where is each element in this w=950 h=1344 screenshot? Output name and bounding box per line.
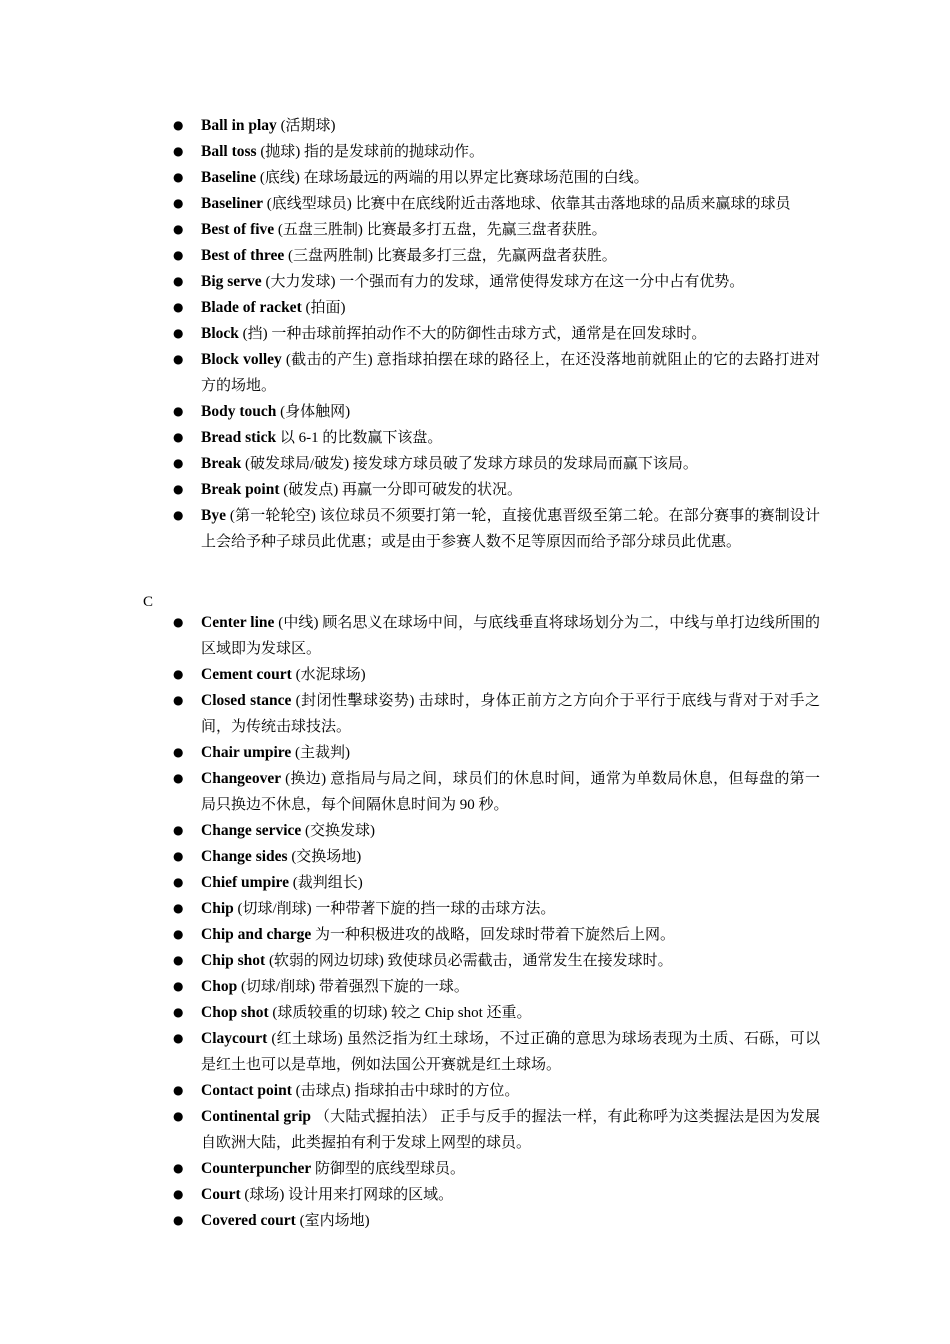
term: Ball in play	[201, 117, 277, 134]
definition: (封闭性擊球姿势) 击球时，身体正前方之方向介于平行于底线与背对于对手之间，为传统击球技法。	[201, 693, 821, 735]
term: Cement court	[201, 666, 292, 683]
definition: (软弱的网边切球) 致使球员必需截击，通常发生在接发球时。	[265, 953, 673, 969]
term: Chip	[201, 900, 234, 917]
list-item	[170, 896, 820, 922]
definition: (拍面)	[301, 300, 346, 316]
definition: (底线) 在球场最远的两端的用以界定比赛球场范围的白线。	[256, 170, 649, 186]
list-item	[170, 844, 820, 870]
definition: (截击的产生) 意指球拍摆在球的路径上，在还没落地前就阻止的它的去路打进对方的场地。	[201, 352, 820, 394]
list-item	[170, 139, 820, 165]
list-item	[170, 217, 820, 243]
definition: (第一轮轮空) 该位球员不须要打第一轮，直接优惠晋级至第二轮。在部分赛事的赛制设计上会给予种子球员此优惠；或是由于参赛人数不足等原因而给予部分球员此优惠。	[201, 508, 820, 550]
list-item	[170, 451, 820, 477]
term: Change sides	[201, 848, 288, 865]
bullet-icon: ●	[173, 274, 184, 288]
list-item	[170, 269, 820, 295]
bullet-icon: ●	[173, 456, 184, 470]
list-item	[170, 347, 820, 399]
term: Baseliner	[201, 195, 263, 212]
definition: (切球/削球) 带着强烈下旋的一球。	[237, 979, 469, 995]
bullet-icon: ●	[173, 1109, 184, 1123]
definition: (换边) 意指局与局之间，球员们的休息时间，通常为单数局休息，但每盘的第一局只换边不休息，每个间隔休息时间为 90 秒。	[201, 771, 820, 813]
term: Chop	[201, 978, 238, 995]
definition: (中线) 顾名思义在球场中间，与底线垂直将球场划分为二，中线与单打边线所围的区域即为发球区。	[201, 615, 820, 657]
definition: (红土球场) 虽然泛指为红土球场，不过正确的意思为球场表现为土质、石砾，可以是红土也可以是草地，例如法国公开赛就是红土球场。	[201, 1031, 820, 1073]
list-item	[170, 503, 820, 555]
list-item	[170, 1208, 820, 1234]
bullet-icon: ●	[173, 196, 184, 210]
bullet-icon: ●	[173, 430, 184, 444]
list-item	[170, 922, 820, 948]
bullet-icon: ●	[173, 1213, 184, 1227]
bullet-icon: ●	[173, 508, 184, 522]
definition: 为一种积极进攻的战略，回发球时带着下旋然后上网。	[311, 927, 676, 943]
bullet-icon: ●	[173, 170, 184, 184]
definition: (身体触网)	[276, 404, 351, 420]
bullet-icon: ●	[173, 979, 184, 993]
list-item	[170, 1182, 820, 1208]
list-item	[170, 477, 820, 503]
bullet-icon: ●	[173, 118, 184, 132]
glossary-list-c	[170, 610, 820, 1234]
term: Bread stick	[201, 429, 277, 446]
list-item	[170, 399, 820, 425]
bullet-icon: ●	[173, 771, 184, 785]
definition: (抛球) 指的是发球前的抛球动作。	[256, 144, 485, 160]
list-item	[170, 295, 820, 321]
bullet-icon: ●	[173, 875, 184, 889]
term: Covered court	[201, 1212, 296, 1229]
bullet-icon: ●	[173, 352, 184, 366]
term: Chip shot	[201, 952, 266, 969]
term: Contact point	[201, 1082, 292, 1099]
definition: (破发球局/破发) 接发球方球员破了发球方球员的发球局而赢下该局。	[241, 456, 698, 472]
term: Baseline	[201, 169, 257, 186]
definition: (室内场地)	[295, 1213, 370, 1229]
list-item	[170, 165, 820, 191]
definition: (五盘三胜制) 比赛最多打五盘，先赢三盘者获胜。	[274, 222, 607, 238]
list-item	[170, 766, 820, 818]
list-item	[170, 1000, 820, 1026]
definition: 以 6-1 的比数赢下该盘。	[276, 430, 443, 446]
term: Chair umpire	[201, 744, 292, 761]
definition: （大陆式握拍法） 正手与反手的握法一样，有此称呼为这类握法是因为发展自欧洲大陆，此类握拍有利于发球上网型的球员。	[201, 1109, 820, 1151]
list-item	[170, 425, 820, 451]
term: Bye	[201, 507, 226, 524]
list-item	[170, 191, 820, 217]
list-item	[170, 688, 820, 740]
bullet-icon: ●	[173, 326, 184, 340]
list-item	[170, 974, 820, 1000]
term: Closed stance	[201, 692, 292, 709]
bullet-icon: ●	[173, 927, 184, 941]
term: Continental grip	[201, 1108, 311, 1125]
definition: (球场) 设计用来打网球的区域。	[240, 1187, 454, 1203]
list-item	[170, 321, 820, 347]
list-item	[170, 610, 820, 662]
bullet-icon: ●	[173, 667, 184, 681]
definition: 防御型的底线型球员。	[311, 1161, 465, 1177]
definition: (裁判组长)	[288, 875, 363, 891]
list-item	[170, 1026, 820, 1078]
list-item	[170, 243, 820, 269]
bullet-icon: ●	[173, 745, 184, 759]
bullet-icon: ●	[173, 901, 184, 915]
term: Best of three	[201, 247, 285, 264]
definition: (破发点) 再赢一分即可破发的状况。	[279, 482, 523, 498]
term: Block	[201, 325, 239, 342]
term: Counterpuncher	[201, 1160, 312, 1177]
term: Change service	[201, 822, 302, 839]
bullet-icon: ●	[173, 823, 184, 837]
bullet-icon: ●	[173, 248, 184, 262]
term: Center line	[201, 614, 275, 631]
term: Chief umpire	[201, 874, 289, 891]
term: Break point	[201, 481, 280, 498]
list-item	[170, 662, 820, 688]
term: Best of five	[201, 221, 275, 238]
bullet-icon: ●	[173, 849, 184, 863]
definition: (击球点) 指球拍击中球时的方位。	[291, 1083, 520, 1099]
glossary-list-b	[170, 113, 820, 555]
definition: (底线型球员) 比赛中在底线附近击落地球、依靠其击落地球的品质来赢球的球员	[263, 196, 791, 212]
bullet-icon: ●	[173, 1031, 184, 1045]
bullet-icon: ●	[173, 615, 184, 629]
bullet-icon: ●	[173, 482, 184, 496]
definition: (活期球)	[276, 118, 336, 134]
definition: (大力发球) 一个强而有力的发球，通常使得发球方在这一分中占有优势。	[261, 274, 745, 290]
list-item	[170, 870, 820, 896]
definition: (三盘两胜制) 比赛最多打三盘，先赢两盘者获胜。	[284, 248, 617, 264]
definition: (水泥球场)	[291, 667, 366, 683]
section-heading: C	[143, 594, 154, 610]
list-item	[170, 1104, 820, 1156]
list-item	[170, 1156, 820, 1182]
term: Ball toss	[201, 143, 257, 160]
bullet-icon: ●	[173, 953, 184, 967]
term: Court	[201, 1186, 241, 1203]
list-item	[170, 1078, 820, 1104]
bullet-icon: ●	[173, 1005, 184, 1019]
list-item	[170, 113, 820, 139]
bullet-icon: ●	[173, 693, 184, 707]
term: Changeover	[201, 770, 282, 787]
term: Body touch	[201, 403, 277, 420]
definition: (交换发球)	[301, 823, 376, 839]
list-item	[170, 740, 820, 766]
term: Break	[201, 455, 242, 472]
bullet-icon: ●	[173, 1083, 184, 1097]
term: Big serve	[201, 273, 262, 290]
definition: (球质较重的切球) 较之 Chip shot 还重。	[268, 1005, 532, 1021]
term: Block volley	[201, 351, 282, 368]
definition: (挡) 一种击球前挥拍动作不大的防御性击球方式，通常是在回发球时。	[238, 326, 707, 342]
bullet-icon: ●	[173, 404, 184, 418]
list-item	[170, 948, 820, 974]
bullet-icon: ●	[173, 300, 184, 314]
term: Blade of racket	[201, 299, 302, 316]
bullet-icon: ●	[173, 1161, 184, 1175]
definition: (切球/削球) 一种带著下旋的挡一球的击球方法。	[233, 901, 556, 917]
term: Chop shot	[201, 1004, 269, 1021]
bullet-icon: ●	[173, 1187, 184, 1201]
list-item	[170, 818, 820, 844]
definition: (交换场地)	[287, 849, 362, 865]
definition: (主裁判)	[291, 745, 351, 761]
bullet-icon: ●	[173, 222, 184, 236]
bullet-icon: ●	[173, 144, 184, 158]
term: Claycourt	[201, 1030, 268, 1047]
term: Chip and charge	[201, 926, 312, 943]
